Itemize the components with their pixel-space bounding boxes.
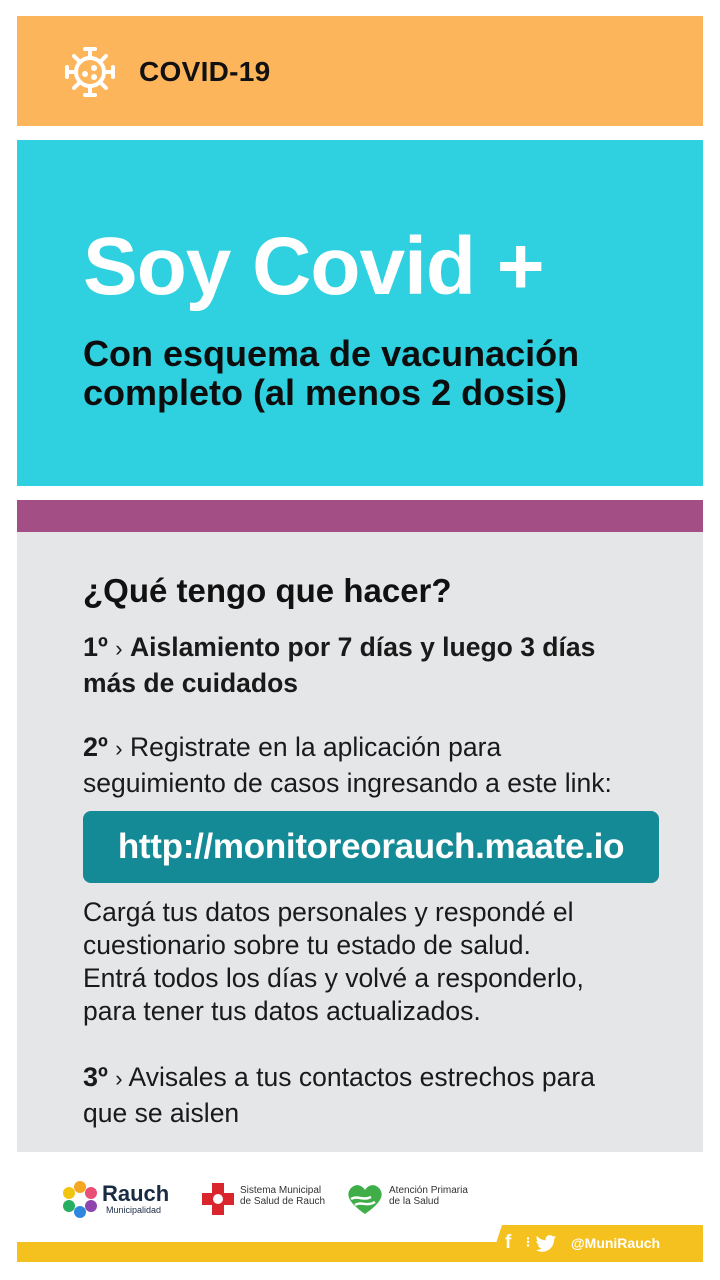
instructions-panel	[17, 532, 703, 1152]
monitoring-link[interactable]: http://monitoreorauch.maate.io	[117, 827, 625, 866]
divider-strip	[17, 500, 703, 532]
virus-icon	[62, 44, 118, 100]
rauch-logo-name: Rauch	[102, 1181, 170, 1206]
link-instructions-line2: cuestionario sobre tu estado de salud.	[83, 930, 531, 960]
hero-subtitle-line2: completo (al menos 2 dosis)	[83, 372, 568, 413]
link-instructions-line1: Cargá tus datos personales y respondé el	[83, 897, 574, 927]
rauch-logo	[60, 1179, 180, 1221]
twitter-icon[interactable]	[535, 1234, 557, 1254]
step-2	[83, 730, 683, 800]
link-box[interactable]	[83, 811, 659, 883]
atencion-primaria-line1: Atención Primaria	[389, 1185, 468, 1196]
rauch-flower-icon	[60, 1179, 100, 1219]
atencion-primaria-logo	[345, 1179, 495, 1221]
separator-icon: ⋮	[522, 1235, 534, 1249]
hero-subtitle-line1: Con esquema de vacunación	[83, 333, 580, 374]
step-3-number: 3º	[83, 1062, 108, 1092]
step-1-arrow: ›	[115, 636, 123, 661]
step-3-arrow: ›	[115, 1066, 123, 1091]
footer-logos	[0, 1165, 720, 1225]
facebook-icon[interactable]: f	[505, 1232, 512, 1253]
link-instructions-line4: para tener tus datos actualizados.	[83, 996, 481, 1026]
heart-hands-icon	[345, 1181, 385, 1217]
hero-banner	[17, 140, 703, 486]
link-instructions	[83, 896, 683, 1028]
step-2-number: 2º	[83, 732, 108, 762]
step-3-line2: que se aislen	[83, 1098, 240, 1128]
link-instructions-line3: Entrá todos los días y volvé a responderlo,	[83, 963, 584, 993]
sistema-municipal-logo	[200, 1179, 340, 1221]
header-banner	[17, 16, 703, 126]
step-2-line1: Registrate en la aplicación para	[129, 732, 502, 762]
hero-title: Soy Covid +	[83, 221, 544, 312]
step-1	[83, 630, 683, 700]
sistema-municipal-line2: de Salud de Rauch	[240, 1196, 326, 1207]
sistema-municipal-text	[240, 1185, 325, 1207]
step-1-line2: más de cuidados	[83, 668, 299, 698]
health-cross-icon	[200, 1181, 236, 1217]
question-heading: ¿Qué tengo que hacer?	[83, 572, 452, 609]
header-title: COVID-19	[139, 56, 271, 87]
step-1-number: 1º	[83, 632, 108, 662]
step-1-line1: Aislamiento por 7 días y luego 3 días	[129, 632, 596, 662]
atencion-primaria-line2: de la Salud	[389, 1196, 440, 1207]
atencion-primaria-text	[389, 1185, 468, 1207]
step-3	[83, 1060, 683, 1130]
step-2-arrow: ›	[115, 736, 123, 761]
sistema-municipal-line1: Sistema Municipal	[240, 1185, 322, 1196]
hero-subtitle	[83, 334, 683, 412]
step-3-line1: Avisales a tus contactos estrechos para	[128, 1062, 595, 1092]
social-handle[interactable]: @MuniRauch	[571, 1235, 661, 1251]
rauch-logo-sub: Municipalidad	[106, 1205, 162, 1215]
step-2-line2: seguimiento de casos ingresando a este link:	[83, 768, 612, 798]
